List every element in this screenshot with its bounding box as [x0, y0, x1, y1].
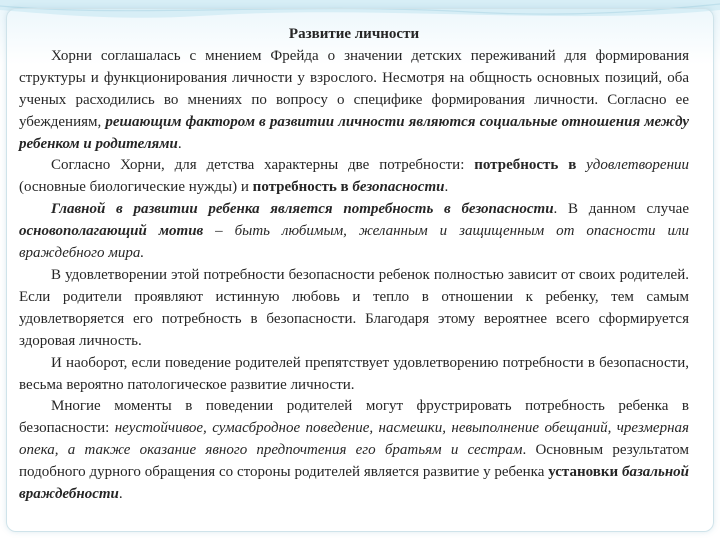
paragraph-6-end: .: [118, 486, 123, 503]
paragraph-1-text: Хорни соглашалась с мнением Фрейда о значении детских переживаний для формирования структуры и функционирования личности у взрослого. Несмотря на общность основных позиций, оба ученых расходились во мнениях по вопросу о специфике формирования личности. Согласно ее убеждениям,: [19, 47, 689, 130]
paragraph-2-middle: (основные биологические нужды) и: [19, 179, 253, 196]
paragraph-2-end: .: [444, 179, 449, 196]
paragraph-1-end: .: [177, 135, 182, 152]
paragraph-6-text: Многие моменты в поведении родителей могут фрустрировать потребность ребенка в безопасности:: [19, 398, 689, 437]
paragraph-6: [19, 396, 689, 506]
paragraph-3-motive-desc: – быть любимым, желанным и защищенным от опасности или враждебного мира.: [19, 223, 689, 262]
paragraph-2-need-1-italic: удовлетворении: [586, 157, 690, 174]
paragraph-5: И наоборот, если поведение родителей препятствует удовлетворению потребности в безопасности, весьма вероятно патологическое развитие личности.: [19, 354, 689, 393]
paragraph-4: В удовлетворении этой потребности безопасности ребенок полностью зависит от своих родителей. Если родители проявляют истинную любовь и тепло в отношении к ребенку, тем самым удовлетворяется его потребность в безопасности. Благодаря этому вероятнее всего сформируется здоровая личность.: [19, 266, 689, 349]
paragraph-3-text: . В данном случае: [553, 201, 689, 218]
paragraph-6-hostility: базальной враждебности: [19, 464, 690, 503]
paragraph-1-emphasis: решающим фактором в развитии личности являются социальные отношения между ребенком и родителями: [19, 113, 690, 152]
paragraph-6-list: неустойчивое, сумасбродное поведение, насмешки, невыполнение обещаний, чрезмерная опека, а также оказание явного предпочтения его братьям и сестрам: [19, 420, 689, 459]
paragraph-3: [19, 199, 689, 265]
paragraph-3-emphasis: Главной в развитии ребенка является потребность в безопасности: [51, 201, 554, 218]
paragraph-2-need-1-bold: потребность в: [474, 157, 577, 174]
paragraph-2-space-1: [576, 157, 586, 173]
paragraph-3-motive: основополагающий мотив: [19, 223, 204, 240]
document-body: [19, 24, 689, 506]
paragraph-6-attitude: установки: [548, 464, 619, 481]
paragraph-2-need-2-italic: безопасности: [352, 179, 445, 196]
paragraph-1: [19, 46, 689, 156]
paragraph-2: [19, 155, 689, 199]
paragraph-6-middle: . Основным результатом подобного дурного обращения со стороны родителей является развитие у ребенка: [19, 442, 689, 481]
paragraph-2-need-2-bold: потребность в: [252, 179, 349, 196]
page-title: Развитие личности: [288, 26, 420, 42]
paragraph-2-text: Согласно Хорни, для детства характерны две потребности:: [51, 157, 475, 174]
